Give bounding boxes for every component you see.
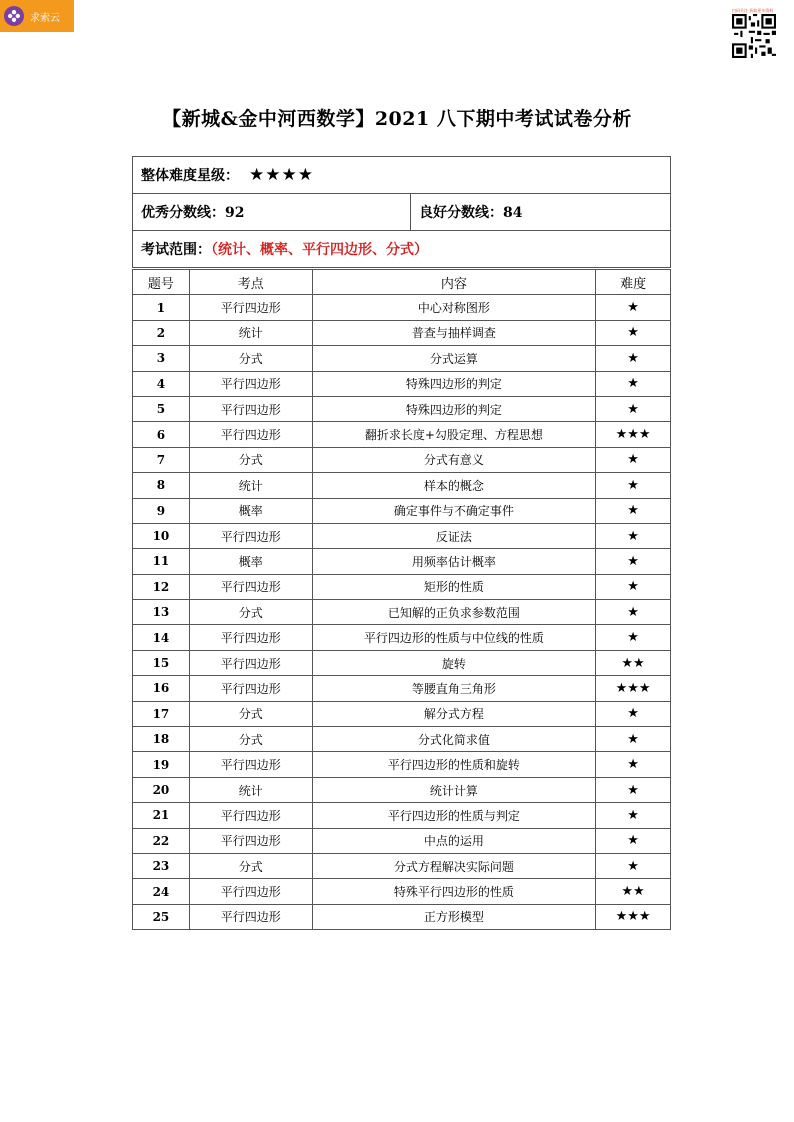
- question-number: 20: [133, 777, 190, 802]
- question-topic: 平行四边形: [189, 523, 312, 548]
- question-number: 22: [133, 828, 190, 853]
- scope-row: [133, 231, 671, 268]
- question-number: 6: [133, 422, 190, 447]
- question-topic: 分式: [189, 447, 312, 472]
- question-difficulty: ★: [596, 701, 671, 726]
- table-row: [133, 422, 671, 447]
- question-topic: 概率: [189, 498, 312, 523]
- table-row: [133, 295, 671, 320]
- header-number: 题号: [133, 270, 190, 295]
- question-content: 特殊平行四边形的性质: [312, 879, 596, 904]
- question-number: 11: [133, 549, 190, 574]
- table-header-row: [133, 270, 671, 295]
- question-topic: 平行四边形: [189, 574, 312, 599]
- scope-cell: [133, 231, 671, 268]
- question-difficulty: ★: [596, 447, 671, 472]
- question-analysis-table: [132, 269, 671, 930]
- question-number: 8: [133, 473, 190, 498]
- brand-logo: [0, 0, 74, 32]
- question-content: 确定事件与不确定事件: [312, 498, 596, 523]
- question-topic: 平行四边形: [189, 422, 312, 447]
- question-number: 15: [133, 650, 190, 675]
- question-content: 分式有意义: [312, 447, 596, 472]
- table-row: [133, 650, 671, 675]
- qr-code-block: [732, 8, 780, 58]
- question-content: 分式化简求值: [312, 727, 596, 752]
- table-row: [133, 473, 671, 498]
- question-difficulty: ★: [596, 523, 671, 548]
- question-topic: 平行四边形: [189, 904, 312, 929]
- table-row: [133, 727, 671, 752]
- question-content: 特殊四边形的判定: [312, 371, 596, 396]
- question-number: 1: [133, 295, 190, 320]
- table-row: [133, 447, 671, 472]
- question-difficulty: ★: [596, 828, 671, 853]
- question-difficulty: ★: [596, 549, 671, 574]
- table-row: [133, 574, 671, 599]
- question-difficulty: ★: [596, 320, 671, 345]
- question-content: 平行四边形的性质与中位线的性质: [312, 625, 596, 650]
- table-row: [133, 676, 671, 701]
- logo-mark-icon: [4, 6, 24, 26]
- excellent-line-value: 92: [225, 205, 245, 221]
- question-difficulty: ★: [596, 752, 671, 777]
- table-row: [133, 523, 671, 548]
- question-content: 特殊四边形的判定: [312, 396, 596, 421]
- question-content: 中心对称图形: [312, 295, 596, 320]
- question-number: 21: [133, 803, 190, 828]
- table-row: [133, 346, 671, 371]
- logo-text: 求索云: [30, 12, 60, 24]
- table-row: [133, 371, 671, 396]
- excellent-line-cell: [133, 194, 411, 231]
- overall-difficulty-label: 整体难度星级：: [141, 168, 239, 184]
- question-content: 翻折求长度+勾股定理、方程思想: [312, 422, 596, 447]
- question-difficulty: ★: [596, 396, 671, 421]
- qr-tag-text: 扫码关注 获取更多资料: [732, 8, 774, 13]
- overall-difficulty-stars: ★★★★: [249, 165, 314, 185]
- question-content: 统计计算: [312, 777, 596, 802]
- question-number: 5: [133, 396, 190, 421]
- table-body: [133, 295, 671, 930]
- question-number: 14: [133, 625, 190, 650]
- question-content: 正方形模型: [312, 904, 596, 929]
- table-row: [133, 803, 671, 828]
- question-number: 2: [133, 320, 190, 345]
- question-number: 7: [133, 447, 190, 472]
- question-number: 24: [133, 879, 190, 904]
- question-number: 4: [133, 371, 190, 396]
- question-topic: 统计: [189, 320, 312, 345]
- question-content: 样本的概念: [312, 473, 596, 498]
- good-line-label: 良好分数线：: [419, 205, 503, 221]
- question-content: 已知解的正负求参数范围: [312, 600, 596, 625]
- question-content: 反证法: [312, 523, 596, 548]
- question-difficulty: ★: [596, 803, 671, 828]
- header-topic: 考点: [189, 270, 312, 295]
- question-topic: 平行四边形: [189, 828, 312, 853]
- question-topic: 平行四边形: [189, 676, 312, 701]
- question-topic: 统计: [189, 473, 312, 498]
- question-number: 19: [133, 752, 190, 777]
- scope-label: 考试范围：: [141, 242, 211, 258]
- question-difficulty: ★: [596, 853, 671, 878]
- question-content: 分式方程解决实际问题: [312, 853, 596, 878]
- question-topic: 平行四边形: [189, 371, 312, 396]
- question-topic: 分式: [189, 346, 312, 371]
- question-number: 12: [133, 574, 190, 599]
- question-difficulty: ★: [596, 600, 671, 625]
- table-row: [133, 777, 671, 802]
- question-difficulty: ★: [596, 727, 671, 752]
- question-content: 旋转: [312, 650, 596, 675]
- question-topic: 平行四边形: [189, 803, 312, 828]
- summary-table: [132, 156, 671, 268]
- question-topic: 平行四边形: [189, 650, 312, 675]
- question-number: 23: [133, 853, 190, 878]
- question-difficulty: ★: [596, 346, 671, 371]
- question-topic: 平行四边形: [189, 752, 312, 777]
- table-row: [133, 625, 671, 650]
- question-content: 中点的运用: [312, 828, 596, 853]
- question-difficulty: ★★★: [596, 904, 671, 929]
- excellent-line-label: 优秀分数线：: [141, 205, 225, 221]
- table-row: [133, 549, 671, 574]
- question-number: 16: [133, 676, 190, 701]
- question-topic: 分式: [189, 727, 312, 752]
- table-row: [133, 701, 671, 726]
- question-difficulty: ★★: [596, 650, 671, 675]
- table-row: [133, 396, 671, 421]
- question-topic: 分式: [189, 701, 312, 726]
- question-difficulty: ★: [596, 574, 671, 599]
- header-content: 内容: [312, 270, 596, 295]
- question-difficulty: ★★: [596, 879, 671, 904]
- question-topic: 平行四边形: [189, 295, 312, 320]
- question-topic: 分式: [189, 600, 312, 625]
- question-number: 10: [133, 523, 190, 548]
- question-number: 17: [133, 701, 190, 726]
- question-content: 分式运算: [312, 346, 596, 371]
- question-topic: 平行四边形: [189, 625, 312, 650]
- question-topic: 平行四边形: [189, 879, 312, 904]
- qr-code-icon: [732, 14, 776, 58]
- question-difficulty: ★: [596, 498, 671, 523]
- good-line-cell: [411, 194, 671, 231]
- question-difficulty: ★: [596, 473, 671, 498]
- header-difficulty: 难度: [596, 270, 671, 295]
- overall-difficulty-cell: [133, 157, 671, 194]
- good-line-value: 84: [503, 205, 523, 221]
- question-topic: 统计: [189, 777, 312, 802]
- question-content: 平行四边形的性质与判定: [312, 803, 596, 828]
- question-difficulty: ★: [596, 371, 671, 396]
- question-difficulty: ★: [596, 625, 671, 650]
- question-topic: 概率: [189, 549, 312, 574]
- question-content: 平行四边形的性质和旋转: [312, 752, 596, 777]
- question-content: 等腰直角三角形: [312, 676, 596, 701]
- question-topic: 分式: [189, 853, 312, 878]
- table-row: [133, 853, 671, 878]
- question-difficulty: ★★★: [596, 422, 671, 447]
- question-topic: 平行四边形: [189, 396, 312, 421]
- question-content: 解分式方程: [312, 701, 596, 726]
- overall-difficulty-row: [133, 157, 671, 194]
- table-row: [133, 320, 671, 345]
- question-content: 矩形的性质: [312, 574, 596, 599]
- table-row: [133, 752, 671, 777]
- score-lines-row: [133, 194, 671, 231]
- question-difficulty: ★: [596, 777, 671, 802]
- question-number: 13: [133, 600, 190, 625]
- question-content: 用频率估计概率: [312, 549, 596, 574]
- table-row: [133, 879, 671, 904]
- page-title: 【新城&金中河西数学】2021 八下期中考试试卷分析: [162, 108, 632, 130]
- question-content: 普查与抽样调查: [312, 320, 596, 345]
- question-number: 3: [133, 346, 190, 371]
- question-number: 9: [133, 498, 190, 523]
- table-row: [133, 828, 671, 853]
- table-row: [133, 904, 671, 929]
- table-row: [133, 600, 671, 625]
- question-number: 18: [133, 727, 190, 752]
- question-number: 25: [133, 904, 190, 929]
- question-difficulty: ★: [596, 295, 671, 320]
- table-row: [133, 498, 671, 523]
- scope-value: （统计、概率、平行四边形、分式）: [211, 242, 428, 258]
- question-difficulty: ★★★: [596, 676, 671, 701]
